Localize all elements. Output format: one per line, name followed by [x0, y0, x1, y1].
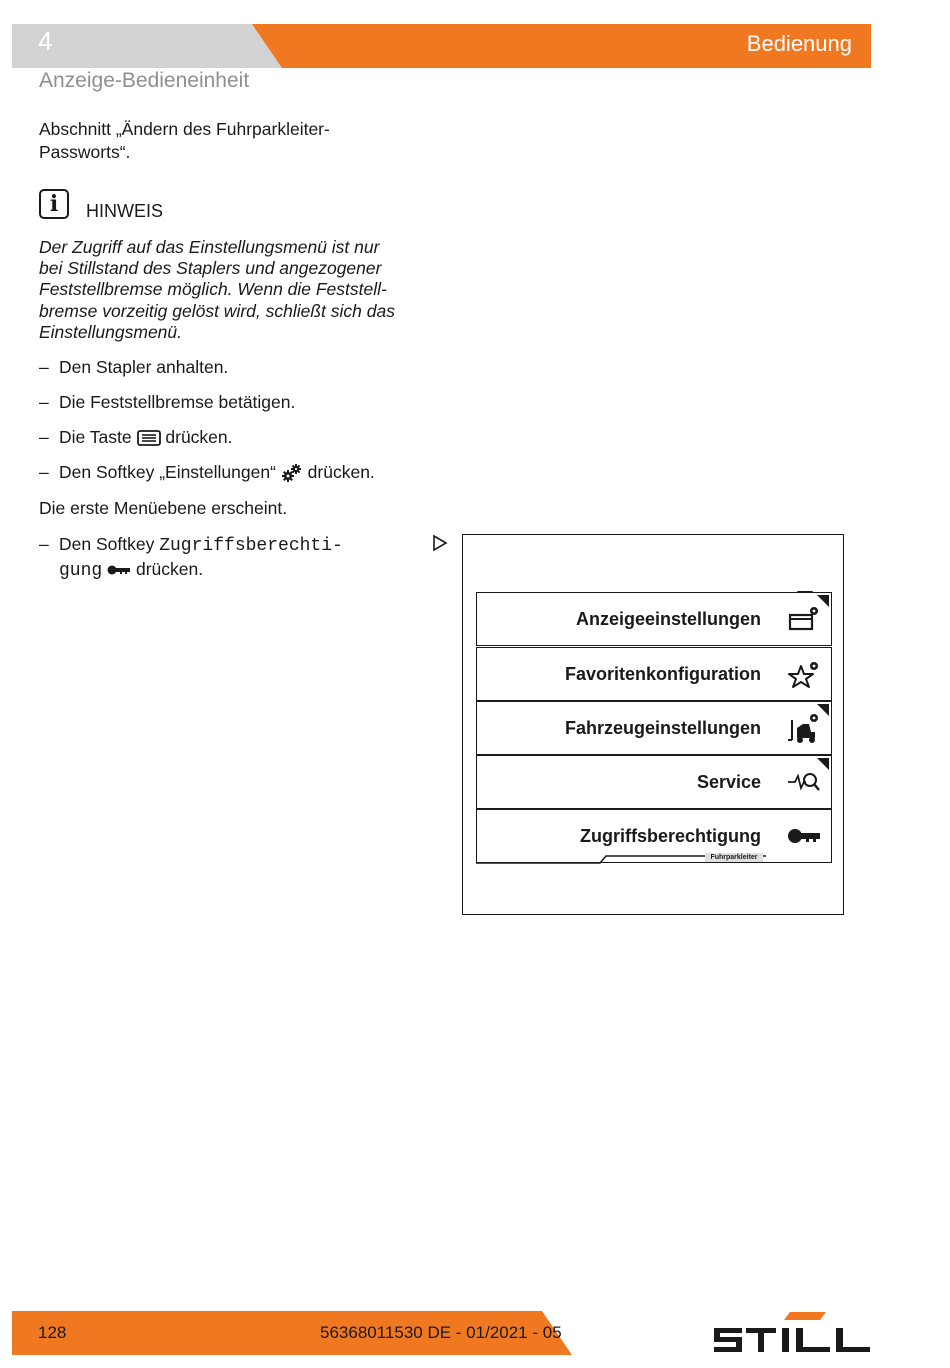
- step-menu-key-post: drücken.: [165, 427, 233, 447]
- bottom-tab-shape: [476, 851, 832, 865]
- step-parking-brake: Die Feststellbremse betätigen.: [59, 392, 296, 412]
- chapter-title: Bedienung: [746, 31, 852, 56]
- document-reference: 56368011530 DE - 01/2021 - 05: [320, 1323, 562, 1342]
- info-icon: [39, 189, 69, 219]
- gears-icon: [281, 463, 303, 483]
- step-dash: –: [39, 357, 49, 377]
- step-stop-truck: Den Stapler anhalten.: [59, 357, 229, 377]
- step-dash: –: [39, 534, 49, 554]
- step-dash: –: [39, 392, 49, 412]
- fleet-manager-tab: Fuhrparkleiter: [705, 853, 763, 862]
- page-number: 128: [38, 1323, 67, 1342]
- softkey-code-line2: gung: [59, 561, 103, 581]
- submenu-corner-icon: [817, 704, 829, 716]
- result-text: Die erste Menüebene erscheint.: [39, 498, 288, 518]
- key-icon: [787, 820, 821, 852]
- step-access-pre: Den Softkey: [59, 534, 155, 554]
- menu-item-label: Anzeigeeinstellungen: [575, 608, 761, 629]
- step-access-post: drücken.: [135, 559, 204, 579]
- step-menu-key-pre: Die Taste: [59, 427, 132, 447]
- menu-item-display-settings[interactable]: [476, 592, 832, 646]
- notice-line: Feststellbremse möglich. Wenn die Feststell-: [39, 279, 387, 300]
- step-settings-post: drücken.: [307, 462, 375, 482]
- menu-item-vehicle-settings[interactable]: [476, 701, 832, 755]
- notice-text: [39, 237, 434, 343]
- submenu-corner-icon: [817, 595, 829, 607]
- step-dash: –: [39, 462, 49, 482]
- notice-line: bei Stillstand des Staplers und angezogener: [39, 258, 382, 279]
- star-settings-icon: [787, 658, 821, 690]
- menu-item-favorites[interactable]: [476, 647, 832, 701]
- still-logo: [712, 1310, 872, 1358]
- step-settings-softkey: [59, 461, 375, 484]
- display-settings-icon: [787, 603, 821, 635]
- submenu-corner-icon: [817, 758, 829, 770]
- forklift-settings-icon: [787, 712, 821, 744]
- figure-marker-icon: [432, 534, 448, 552]
- info-icon-glyph: i: [49, 191, 59, 217]
- menu-item-label: Fahrzeugeinstellungen: [564, 717, 761, 738]
- chapter-number: 4: [38, 26, 53, 56]
- step-settings-pre: Den Softkey „Einstellungen“: [59, 462, 276, 482]
- softkey-code-line1: Zugriffsberechti-: [159, 536, 343, 556]
- menu-item-label: Favoritenkonfiguration: [564, 663, 761, 684]
- step-dash: –: [39, 427, 49, 447]
- menu-item-label: Service: [696, 771, 761, 792]
- menu-key-icon: [137, 430, 161, 446]
- notice-line: Einstellungsmenü.: [39, 321, 182, 342]
- step-menu-key: [59, 426, 233, 449]
- menu-item-label: Zugriffsberechtigung: [580, 825, 761, 846]
- notice-line: Der Zugriff auf das Einstellungsmenü ist nur: [39, 237, 380, 257]
- notice-line: bremse vorzeitig gelöst wird, schließt sich das: [39, 300, 395, 321]
- menu-item-service[interactable]: [476, 755, 832, 809]
- intro-paragraph: [39, 118, 399, 164]
- intro-line-2: Passworts“.: [39, 142, 131, 162]
- section-title: Anzeige-Bedieneinheit: [39, 69, 250, 92]
- key-icon: [107, 564, 131, 576]
- notice-title: HINWEIS: [86, 201, 164, 221]
- step-access-softkey: [59, 533, 343, 583]
- intro-line-1: Abschnitt „Ändern des Fuhrparkleiter-: [39, 119, 330, 139]
- service-search-icon: [787, 766, 821, 798]
